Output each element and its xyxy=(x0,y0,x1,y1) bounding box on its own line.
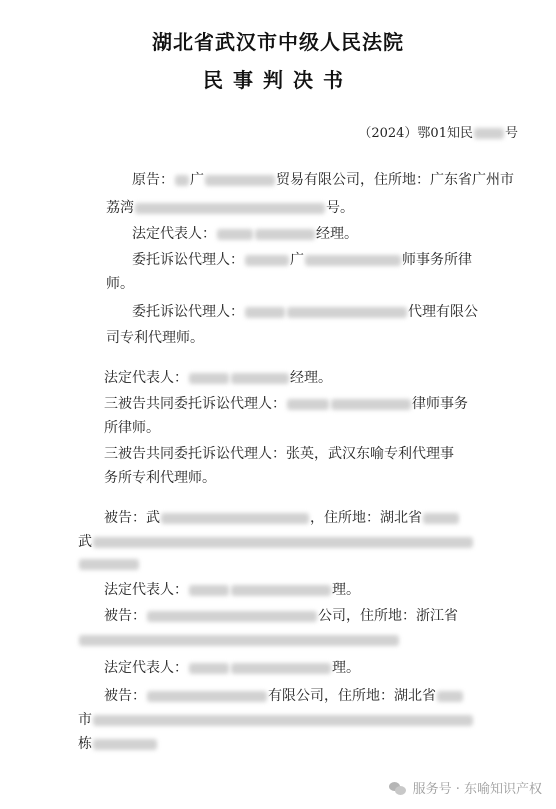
redacted-text xyxy=(255,229,315,240)
text-segment: 法定代表人： xyxy=(104,660,188,676)
text-segment: 栋 xyxy=(78,736,92,752)
plaintiff-agent-2-cont xyxy=(106,330,204,346)
wechat-icon xyxy=(389,781,407,795)
redacted-text xyxy=(175,175,189,186)
text-segment: 公司，住所地：浙江省 xyxy=(318,608,458,624)
text-segment: 武 xyxy=(146,510,160,526)
redacted-text xyxy=(231,663,331,674)
redacted-text xyxy=(79,559,139,570)
redacted-text xyxy=(423,513,459,524)
redacted-text xyxy=(474,128,504,139)
text-segment: 所律师。 xyxy=(104,420,160,436)
court-name: 湖北省武汉市中级人民法院 xyxy=(152,30,404,54)
plaintiff-line-1 xyxy=(132,172,514,188)
redacted-text xyxy=(147,691,267,702)
defendant-2-line-2 xyxy=(78,632,400,648)
text-segment: 荔湾 xyxy=(106,200,134,216)
text-segment: 广 xyxy=(190,172,204,188)
defendant-3-line-2 xyxy=(78,712,474,728)
text-segment: 市 xyxy=(78,712,92,728)
defendant-1-line-2 xyxy=(78,534,474,550)
redacted-text xyxy=(231,585,331,596)
redacted-text xyxy=(245,255,289,266)
text-segment: 司专利代理师。 xyxy=(106,330,204,346)
text-segment: 律师事务 xyxy=(412,396,468,412)
text-segment: 有限公司，住所地：湖北省 xyxy=(268,688,436,704)
text-segment: 三被告共同委托诉讼代理人：张英，武汉东喻专利代理事 xyxy=(104,446,454,462)
defendant-3-line-3 xyxy=(78,736,158,752)
text-segment: 经理。 xyxy=(290,370,332,386)
joint-agent-2-cont xyxy=(104,470,216,486)
defendant-2-line-1 xyxy=(104,608,458,624)
redacted-text xyxy=(147,611,317,622)
redacted-text xyxy=(189,373,229,384)
redacted-text xyxy=(437,691,463,702)
plaintiff-agent-2 xyxy=(132,304,478,320)
plaintiff-representative xyxy=(132,226,358,242)
text-segment: 理。 xyxy=(332,582,360,598)
redacted-text xyxy=(161,513,309,524)
joint-agent-2 xyxy=(104,446,454,462)
text-segment: 被告： xyxy=(104,688,146,704)
text-segment: 理。 xyxy=(332,660,360,676)
text-segment: 三被告共同委托诉讼代理人： xyxy=(104,396,286,412)
defendant-1-line-3 xyxy=(78,556,140,572)
watermark-text: 服务号 · 东喻知识产权 xyxy=(412,782,542,797)
defendant-1-representative xyxy=(104,582,360,598)
redacted-text xyxy=(305,255,401,266)
text-segment: 委托诉讼代理人： xyxy=(132,304,244,320)
plaintiff-line-2 xyxy=(106,200,354,216)
text-segment: 武 xyxy=(78,534,92,550)
plaintiff-agent-1-cont xyxy=(106,276,134,292)
redacted-text xyxy=(205,175,275,186)
redacted-text xyxy=(287,399,329,410)
text-segment: 经理。 xyxy=(316,226,358,242)
text-segment: 原告： xyxy=(132,172,174,188)
redacted-text xyxy=(79,635,399,646)
redacted-text xyxy=(93,739,157,750)
text-segment: 务所专利代理师。 xyxy=(104,470,216,486)
text-segment: 法定代表人： xyxy=(104,582,188,598)
redacted-text xyxy=(231,373,289,384)
redacted-text xyxy=(331,399,411,410)
text-segment: ，住所地：湖北省 xyxy=(310,510,422,526)
redacted-text xyxy=(189,585,229,596)
text-segment: 代理有限公 xyxy=(408,304,478,320)
text-segment: 委托诉讼代理人： xyxy=(132,252,244,268)
redacted-text xyxy=(93,715,473,726)
defendant-3-line-1 xyxy=(104,688,464,704)
redacted-text xyxy=(93,537,473,548)
document-type: 民事判决书 xyxy=(203,68,353,92)
case-number-prefix: （2024）鄂01知民 xyxy=(358,126,473,141)
text-segment: 法定代表人： xyxy=(132,226,216,242)
text-segment: 被告： xyxy=(104,608,146,624)
redacted-text xyxy=(217,229,253,240)
plaintiff-agent-1 xyxy=(132,252,472,268)
case-number-suffix: 号 xyxy=(504,126,518,141)
text-segment: 师。 xyxy=(106,276,134,292)
text-segment: 贸易有限公司，住所地：广东省广州市 xyxy=(276,172,514,188)
watermark xyxy=(389,778,542,797)
joint-agent-1-cont xyxy=(104,420,160,436)
defendant-1-line-1 xyxy=(104,510,460,526)
defendant-representative xyxy=(104,370,332,386)
text-segment: 师事务所律 xyxy=(402,252,472,268)
text-segment: 广 xyxy=(290,252,304,268)
redacted-text xyxy=(135,203,325,214)
case-number xyxy=(358,122,518,141)
text-segment: 法定代表人： xyxy=(104,370,188,386)
redacted-text xyxy=(245,307,285,318)
redacted-text xyxy=(287,307,407,318)
redacted-text xyxy=(189,663,229,674)
joint-agent-1 xyxy=(104,396,468,412)
defendant-2-representative xyxy=(104,660,360,676)
text-segment: 号。 xyxy=(326,200,354,216)
text-segment: 被告： xyxy=(104,510,146,526)
